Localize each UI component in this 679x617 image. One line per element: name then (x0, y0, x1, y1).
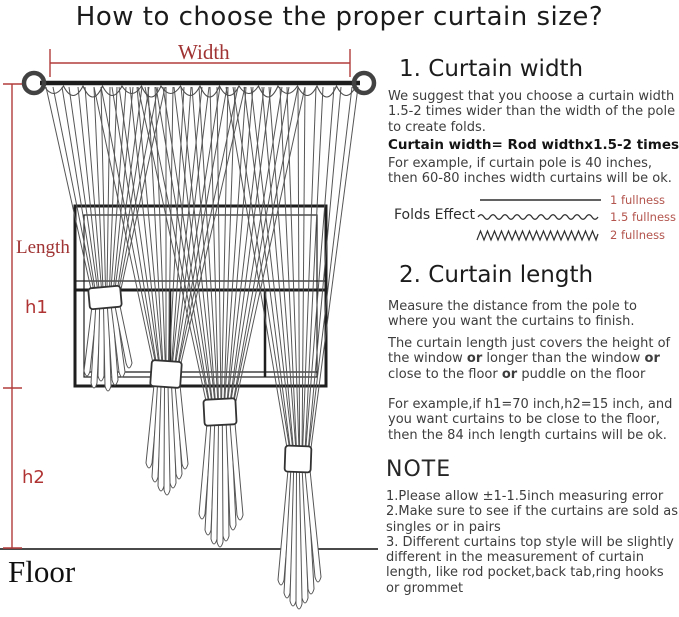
or-emphasis: or (501, 366, 518, 382)
note-item-3: 3. Different curtains top style will be slightly different in the measurement of curtain length, like rod pocket,back tab,ring hooks or grommet (386, 534, 674, 596)
note-heading: NOTE (386, 457, 452, 482)
length-option-text: puddle on the floor (517, 366, 646, 382)
curtain-panels (44, 86, 358, 609)
section-length-heading: 2. Curtain length (399, 262, 594, 288)
or-emphasis: or (466, 351, 483, 367)
note-list (386, 489, 679, 596)
length-option-text: longer than the window (482, 351, 645, 367)
section-length-paragraph-2 (388, 336, 679, 382)
width-dimension-label: Width (178, 40, 230, 64)
folds-effect-label: Folds Effect (394, 207, 475, 223)
fullness-label-1: 1 fullness (610, 193, 666, 207)
page-title: How to choose the proper curtain size? (75, 2, 604, 32)
floor-label: Floor (8, 554, 76, 589)
length-dimension-label: Length (16, 237, 70, 258)
h2-dimension-label: h2 (22, 467, 45, 488)
small-wave-line-1half-fullness (478, 215, 598, 220)
section-width-heading: 1. Curtain width (399, 56, 584, 82)
note-item-1: 1.Please allow ±1-1.5inch measuring error (386, 489, 664, 504)
section-width-paragraph-2: For example, if curtain pole is 40 inches, then 60-80 inches width curtains will be ok. (388, 156, 672, 187)
zigzag-line-2-fullness (477, 231, 598, 240)
fullness-label-2: 2 fullness (610, 228, 666, 242)
section-width-paragraph-1: We suggest that you choose a curtain width 1.5-2 times wider than the width of the pole to create folds. (388, 89, 676, 135)
h1-dimension-label: h1 (25, 297, 48, 318)
length-option-text: close to the floor (388, 366, 502, 382)
curtain-width-formula: Curtain width= Rod widthx1.5-2 times (388, 137, 679, 153)
folds-effect-lines (477, 200, 601, 240)
fullness-label-1-5: 1.5 fullness (610, 210, 677, 224)
or-emphasis: or (644, 351, 660, 367)
length-option-text: The curtain length just covers the height of the window (388, 336, 671, 367)
section-length-paragraph-1: Measure the distance from the pole to where you want the curtains to finish. (388, 299, 637, 330)
section-length-paragraph-3: For example,if h1=70 inch,h2=15 inch, and you want curtains to be close to the floor, then the 84 inch length curtains will be ok. (388, 397, 673, 443)
note-item-2: 2.Make sure to see if the curtains are sold as singles or in pairs (386, 504, 679, 535)
